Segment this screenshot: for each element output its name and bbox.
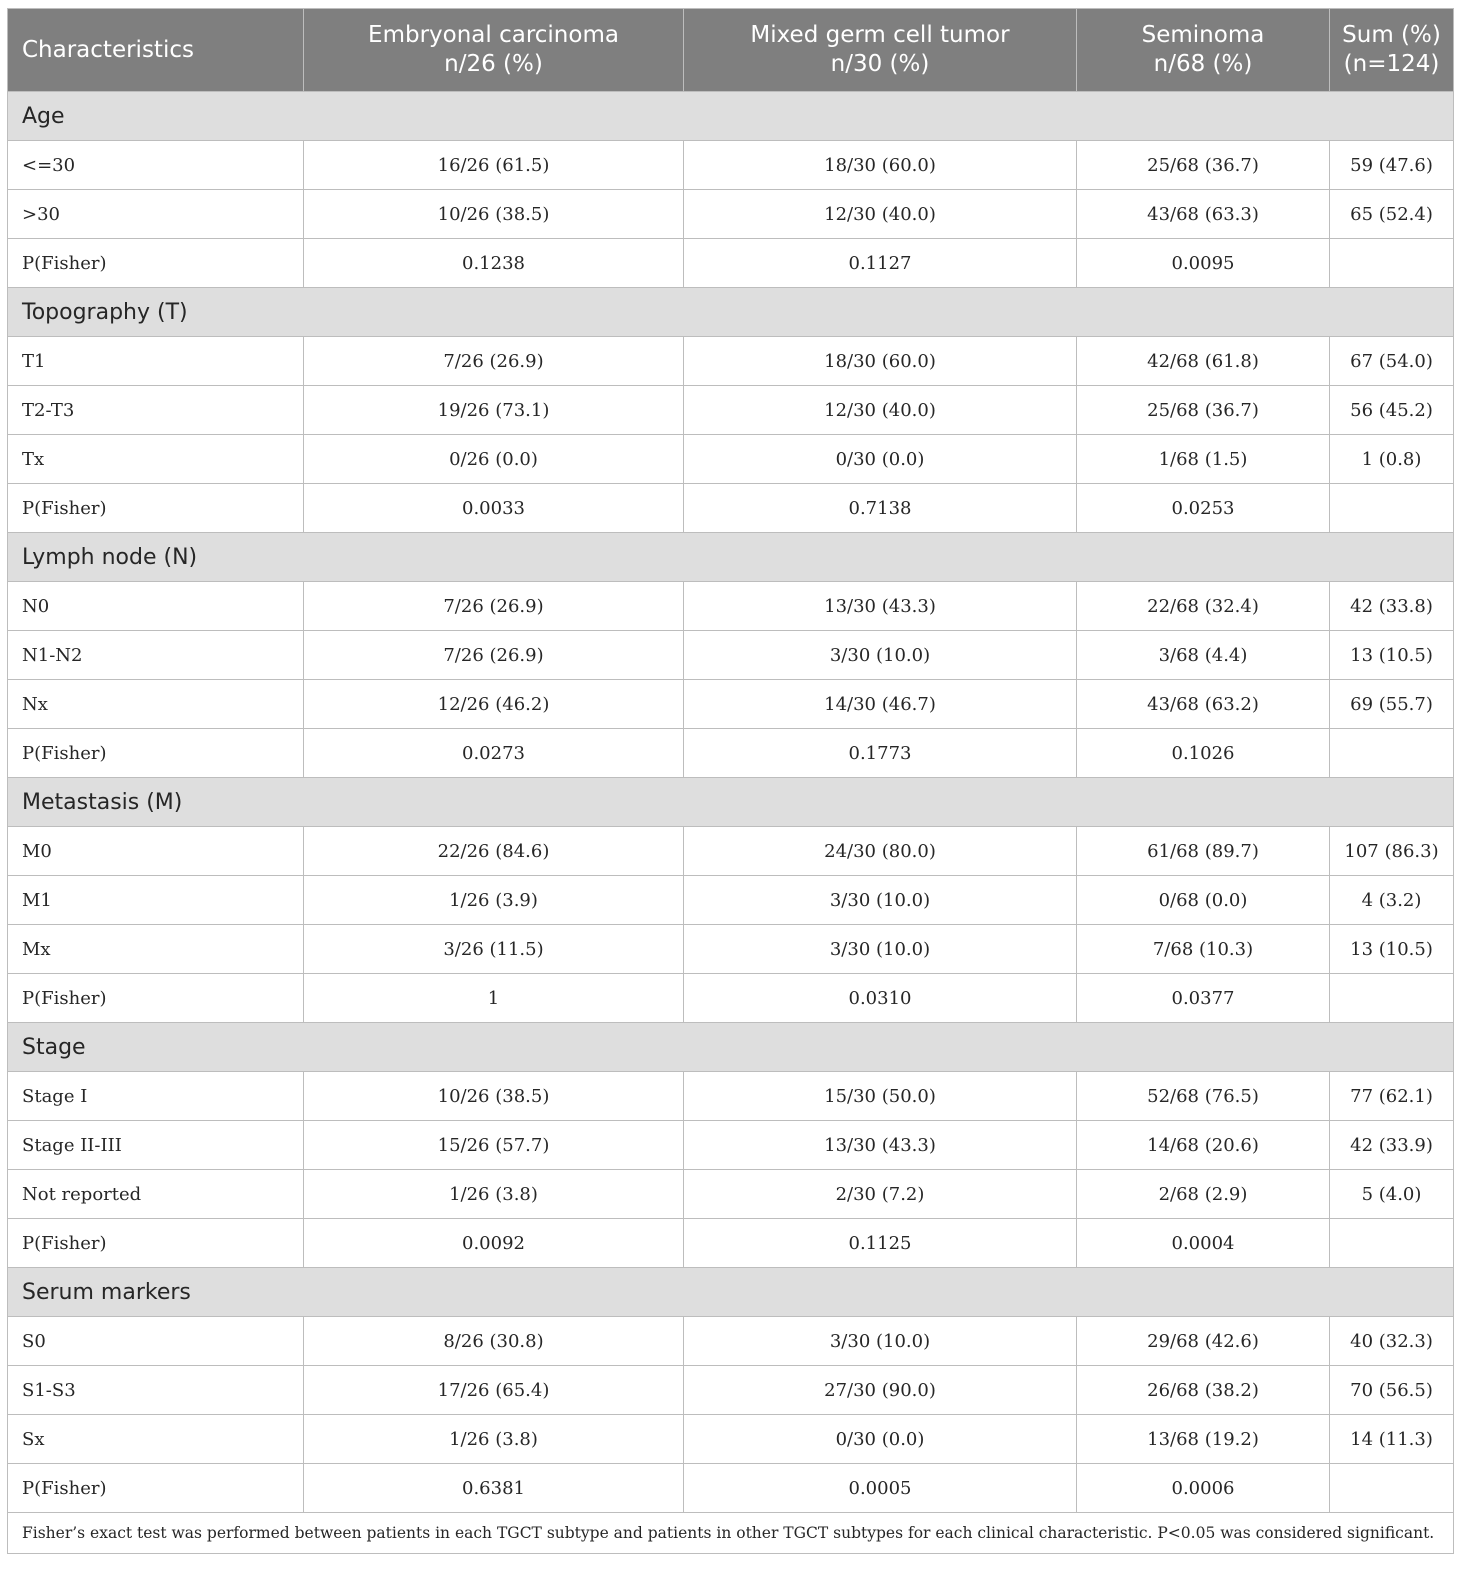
table-cell: 43/68 (63.2)	[1077, 680, 1330, 729]
section-row	[8, 92, 1454, 141]
row-label-cell: Stage I	[8, 1072, 304, 1121]
table-cell: 18/30 (60.0)	[684, 337, 1077, 386]
table-cell	[1330, 974, 1454, 1023]
table-cell	[1330, 1464, 1454, 1513]
table-cell: 22/26 (84.6)	[304, 827, 684, 876]
table-row	[8, 337, 1454, 386]
table-cell: 12/30 (40.0)	[684, 386, 1077, 435]
table-cell: 4 (3.2)	[1330, 876, 1454, 925]
row-label-cell: Stage II-III	[8, 1121, 304, 1170]
table-cell: 0/30 (0.0)	[684, 435, 1077, 484]
table-row	[8, 827, 1454, 876]
table-cell: 2/68 (2.9)	[1077, 1170, 1330, 1219]
row-label-cell: >30	[8, 190, 304, 239]
row-label-cell: P(Fisher)	[8, 974, 304, 1023]
section-title: Metastasis (M)	[8, 778, 1454, 827]
table-cell: 0.0095	[1077, 239, 1330, 288]
table-row	[8, 435, 1454, 484]
table-row	[8, 680, 1454, 729]
section-title: Serum markers	[8, 1268, 1454, 1317]
table-cell: 0.1127	[684, 239, 1077, 288]
row-label-cell: Tx	[8, 435, 304, 484]
table-cell: 77 (62.1)	[1330, 1072, 1454, 1121]
table-row	[8, 1072, 1454, 1121]
header-mixed-germ-cell-tumor: Mixed germ cell tumor n/30 (%)	[684, 9, 1077, 92]
table-row	[8, 974, 1454, 1023]
table-body	[8, 92, 1454, 1513]
table-row	[8, 876, 1454, 925]
section-title: Stage	[8, 1023, 1454, 1072]
table-cell: 65 (52.4)	[1330, 190, 1454, 239]
table-row	[8, 582, 1454, 631]
table-cell: 13 (10.5)	[1330, 925, 1454, 974]
table-cell: 0.1238	[304, 239, 684, 288]
row-label-cell: Not reported	[8, 1170, 304, 1219]
table-cell: 70 (56.5)	[1330, 1366, 1454, 1415]
table-cell: 61/68 (89.7)	[1077, 827, 1330, 876]
table-cell: 56 (45.2)	[1330, 386, 1454, 435]
table-cell: 0.7138	[684, 484, 1077, 533]
table-cell: 0.0004	[1077, 1219, 1330, 1268]
header-embryonal-carcinoma: Embryonal carcinoma n/26 (%)	[304, 9, 684, 92]
table-row	[8, 1415, 1454, 1464]
table-row	[8, 141, 1454, 190]
row-label-cell: P(Fisher)	[8, 239, 304, 288]
table-cell: 10/26 (38.5)	[304, 1072, 684, 1121]
table-cell: 17/26 (65.4)	[304, 1366, 684, 1415]
row-label-cell: T1	[8, 337, 304, 386]
table-cell: 25/68 (36.7)	[1077, 386, 1330, 435]
table-cell: 27/30 (90.0)	[684, 1366, 1077, 1415]
section-row	[8, 288, 1454, 337]
table-container	[7, 8, 1453, 1554]
row-label-cell: Nx	[8, 680, 304, 729]
table-cell: 42 (33.9)	[1330, 1121, 1454, 1170]
table-cell: 19/26 (73.1)	[304, 386, 684, 435]
footnote-row	[8, 1513, 1454, 1554]
characteristics-table	[7, 8, 1454, 1554]
table-cell: 0.0005	[684, 1464, 1077, 1513]
row-label-cell: <=30	[8, 141, 304, 190]
table-cell: 24/30 (80.0)	[684, 827, 1077, 876]
table-row	[8, 239, 1454, 288]
table-cell: 0.1773	[684, 729, 1077, 778]
section-row	[8, 533, 1454, 582]
table-row	[8, 1366, 1454, 1415]
table-cell: 10/26 (38.5)	[304, 190, 684, 239]
table-cell: 3/30 (10.0)	[684, 1317, 1077, 1366]
table-cell: 25/68 (36.7)	[1077, 141, 1330, 190]
table-cell: 3/68 (4.4)	[1077, 631, 1330, 680]
table-row	[8, 1170, 1454, 1219]
row-label-cell: Sx	[8, 1415, 304, 1464]
table-row	[8, 631, 1454, 680]
table-cell: 0.1125	[684, 1219, 1077, 1268]
section-title: Lymph node (N)	[8, 533, 1454, 582]
table-row	[8, 190, 1454, 239]
row-label-cell: P(Fisher)	[8, 729, 304, 778]
table-cell: 8/26 (30.8)	[304, 1317, 684, 1366]
table-cell: 3/30 (10.0)	[684, 925, 1077, 974]
table-cell: 69 (55.7)	[1330, 680, 1454, 729]
table-cell: 0.0273	[304, 729, 684, 778]
table-cell: 0.0310	[684, 974, 1077, 1023]
table-cell: 0.0253	[1077, 484, 1330, 533]
footnote: Fisher’s exact test was performed between patients in each TGCT subtype and patients in other TGCT subtypes for each clinical characteristic. P<0.05 was considered significant.	[8, 1513, 1454, 1554]
row-label-cell: M0	[8, 827, 304, 876]
table-cell: 59 (47.6)	[1330, 141, 1454, 190]
table-cell: 0/30 (0.0)	[684, 1415, 1077, 1464]
table-cell: 0.0006	[1077, 1464, 1330, 1513]
table-cell: 12/26 (46.2)	[304, 680, 684, 729]
table-cell: 1 (0.8)	[1330, 435, 1454, 484]
table-cell: 0.0033	[304, 484, 684, 533]
table-cell: 0/68 (0.0)	[1077, 876, 1330, 925]
table-cell: 5 (4.0)	[1330, 1170, 1454, 1219]
table-cell: 13/68 (19.2)	[1077, 1415, 1330, 1464]
table-cell: 3/30 (10.0)	[684, 631, 1077, 680]
header-seminoma: Seminoma n/68 (%)	[1077, 9, 1330, 92]
table-cell	[1330, 1219, 1454, 1268]
row-label-cell: S0	[8, 1317, 304, 1366]
table-cell: 13/30 (43.3)	[684, 582, 1077, 631]
table-row	[8, 386, 1454, 435]
table-cell: 0.0092	[304, 1219, 684, 1268]
header-row	[8, 9, 1454, 92]
table-cell: 107 (86.3)	[1330, 827, 1454, 876]
header-sum: Sum (%) (n=124)	[1330, 9, 1454, 92]
table-cell: 15/30 (50.0)	[684, 1072, 1077, 1121]
row-label-cell: P(Fisher)	[8, 484, 304, 533]
row-label-cell: N1-N2	[8, 631, 304, 680]
table-cell: 22/68 (32.4)	[1077, 582, 1330, 631]
table-cell: 7/26 (26.9)	[304, 631, 684, 680]
section-row	[8, 778, 1454, 827]
table-row	[8, 1464, 1454, 1513]
table-cell: 40 (32.3)	[1330, 1317, 1454, 1366]
table-cell: 1/26 (3.8)	[304, 1170, 684, 1219]
table-cell: 26/68 (38.2)	[1077, 1366, 1330, 1415]
table-cell: 0.0377	[1077, 974, 1330, 1023]
table-cell: 18/30 (60.0)	[684, 141, 1077, 190]
table-cell: 15/26 (57.7)	[304, 1121, 684, 1170]
table-cell: 13/30 (43.3)	[684, 1121, 1077, 1170]
table-cell: 14 (11.3)	[1330, 1415, 1454, 1464]
table-cell: 13 (10.5)	[1330, 631, 1454, 680]
row-label-cell: T2-T3	[8, 386, 304, 435]
row-label-cell: S1-S3	[8, 1366, 304, 1415]
table-cell: 43/68 (63.3)	[1077, 190, 1330, 239]
row-label-cell: M1	[8, 876, 304, 925]
table-row	[8, 1219, 1454, 1268]
table-cell	[1330, 729, 1454, 778]
table-cell: 29/68 (42.6)	[1077, 1317, 1330, 1366]
table-cell: 16/26 (61.5)	[304, 141, 684, 190]
table-cell: 42/68 (61.8)	[1077, 337, 1330, 386]
table-cell: 67 (54.0)	[1330, 337, 1454, 386]
table-cell: 42 (33.8)	[1330, 582, 1454, 631]
table-cell	[1330, 484, 1454, 533]
row-label-cell: P(Fisher)	[8, 1219, 304, 1268]
row-label-cell: Mx	[8, 925, 304, 974]
table-cell: 14/68 (20.6)	[1077, 1121, 1330, 1170]
table-cell: 1/26 (3.8)	[304, 1415, 684, 1464]
table-row	[8, 729, 1454, 778]
table-cell: 3/26 (11.5)	[304, 925, 684, 974]
table-cell: 7/26 (26.9)	[304, 337, 684, 386]
table-cell: 1/26 (3.9)	[304, 876, 684, 925]
table-cell: 0/26 (0.0)	[304, 435, 684, 484]
table-cell: 1/68 (1.5)	[1077, 435, 1330, 484]
table-cell	[1330, 239, 1454, 288]
table-cell: 7/26 (26.9)	[304, 582, 684, 631]
table-cell: 0.6381	[304, 1464, 684, 1513]
table-cell: 52/68 (76.5)	[1077, 1072, 1330, 1121]
table-row	[8, 1121, 1454, 1170]
table-cell: 7/68 (10.3)	[1077, 925, 1330, 974]
table-row	[8, 1317, 1454, 1366]
table-cell: 0.1026	[1077, 729, 1330, 778]
table-row	[8, 925, 1454, 974]
row-label-cell: P(Fisher)	[8, 1464, 304, 1513]
section-title: Age	[8, 92, 1454, 141]
section-row	[8, 1023, 1454, 1072]
table-cell: 14/30 (46.7)	[684, 680, 1077, 729]
header-characteristics: Characteristics	[8, 9, 304, 92]
table-row	[8, 484, 1454, 533]
section-row	[8, 1268, 1454, 1317]
section-title: Topography (T)	[8, 288, 1454, 337]
table-cell: 2/30 (7.2)	[684, 1170, 1077, 1219]
row-label-cell: N0	[8, 582, 304, 631]
table-cell: 3/30 (10.0)	[684, 876, 1077, 925]
table-cell: 12/30 (40.0)	[684, 190, 1077, 239]
table-cell: 1	[304, 974, 684, 1023]
